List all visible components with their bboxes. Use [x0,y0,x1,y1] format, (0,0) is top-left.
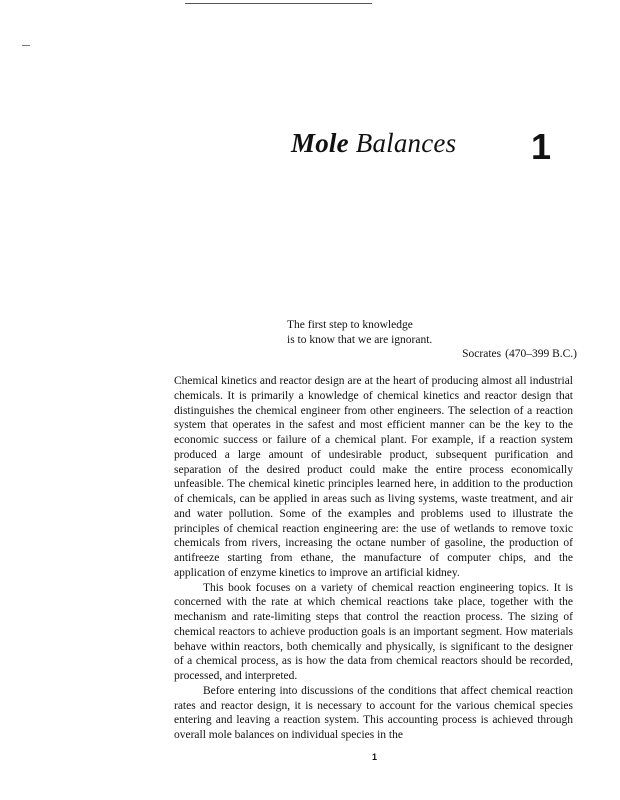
paragraph-3: Before entering into discussions of the conditions that affect chemical reaction rates and reactor design, it is necessary to account for the various chemical species entering and leaving a reaction system. This accounting process is achieved through overall mole balances on individual species in the [174,684,573,741]
chapter-number: 1 [531,126,552,167]
body-text [174,374,573,743]
paragraph-2: This book focuses on a variety of chemical reaction engineering topics. It is concerned with the rate at which chemical reactions take place, together with the mechanism and rate-limiting steps that control the reaction process. The sizing of chemical reactors to achieve production goals is an important segment. How materials behave within reactors, both chemically and physically, is significant to the designer of a chemical process, as is how the data from chemical reactors should be recorded, processed, and interpreted. [174,581,573,682]
epigraph-line-2: is to know that we are ignorant. [287,333,433,346]
chapter-title [291,128,456,159]
epigraph-dates: (470–399 B.C.) [505,348,577,360]
paragraph-1: Chemical kinetics and reactor design are at the heart of producing almost all industrial chemicals. It is primarily a knowledge of chemical kinetics and reactor design that distinguishes the chemical engineer from other engineers. The selection of a reaction system that operates in the safest and most efficient manner can be the key to the economic success or failure of a chemical plant. For example, if a reaction system produced a large amount of undesirable product, subsequent purification and separation of the desired product could make the entire process economically unfeasible. The chemical kinetic principles learned here, in addition to the production of chemicals, can be applied in areas such as living systems, waste treatment, and air and water pollution. Some of the examples and problems used to illustrate the principles of chemical reaction engineering are: the use of wetlands to remove toxic chemicals from rivers, increasing the octane number of gasoline, the production of antifreeze starting from ethane, the manufacture of computer chips, and the application of enzyme kinetics to improve an artificial kidney. [174,375,573,579]
page-number: 1 [372,752,378,762]
epigraph [287,318,577,362]
epigraph-author: Socrates [462,348,502,360]
header-rule [185,3,372,4]
epigraph-line-1: The first step to knowledge [287,319,413,331]
epigraph-attribution [287,347,577,362]
chapter-title-word1: Mole [291,128,349,158]
scan-mark [22,45,30,46]
chapter-title-word2: Balances [355,128,457,158]
